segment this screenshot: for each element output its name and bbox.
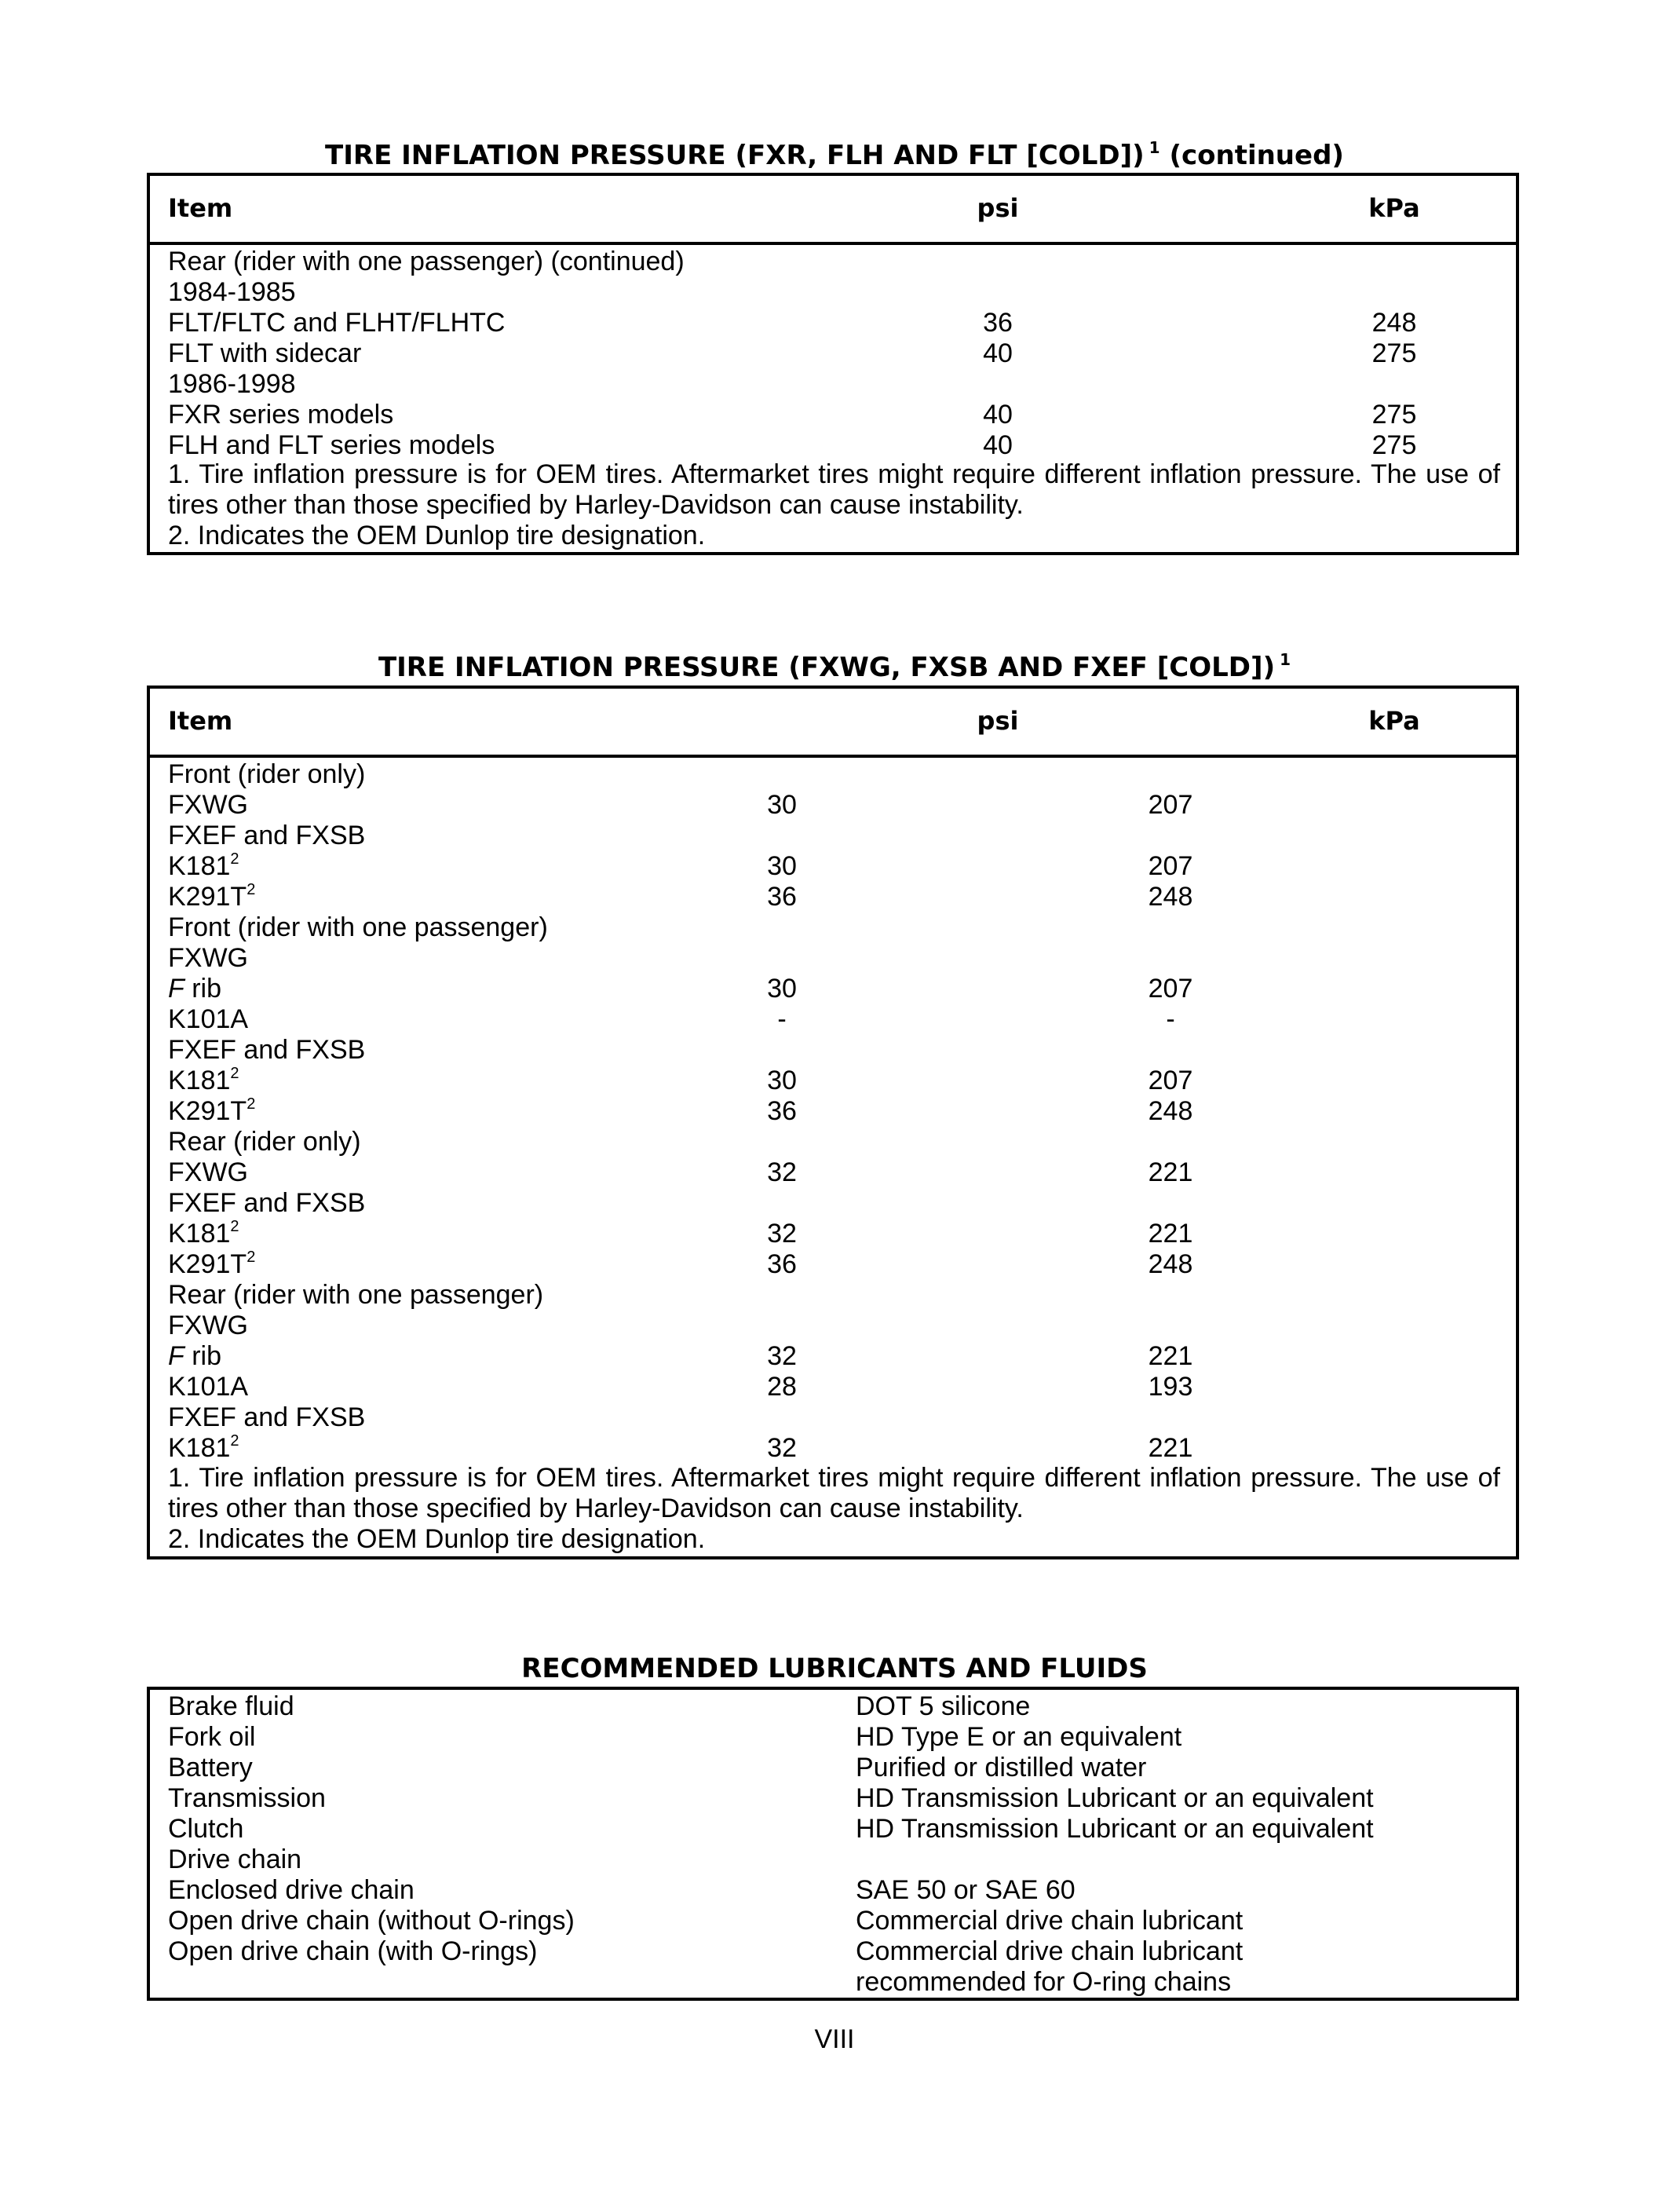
table-header [150, 176, 1516, 245]
table-row [150, 1280, 1516, 1311]
row-item: K101A [168, 1372, 249, 1402]
row-psi: 36 [767, 1096, 797, 1126]
header-kpa: kPa [1368, 193, 1420, 223]
footnote-2: 2. Indicates the OEM Dunlop tire designation. [168, 1524, 706, 1554]
table-row [150, 1372, 1516, 1402]
row-item-superscript: 2 [247, 1249, 256, 1266]
table-row [150, 1127, 1516, 1157]
table-row [150, 790, 1516, 821]
row-item: K101A [168, 1004, 249, 1034]
lubricant-value: DOT 5 silicone [856, 1691, 1031, 1721]
row-item: Front (rider with one passenger) [168, 912, 548, 942]
table-row [150, 1157, 1516, 1188]
row-psi: 30 [767, 974, 797, 1004]
row-item: $K181^2$ [168, 1065, 239, 1095]
section2-title: TIRE INFLATION PRESSURE (FXWG, FXSB AND FXEF [COLD]) $^1$ [378, 650, 1291, 683]
row-psi: 36 [983, 308, 1013, 338]
row-item-superscript: 2 [247, 1095, 256, 1113]
row-item: Rear (rider only) [168, 1127, 361, 1157]
row-item: $K291T^2$ [168, 1249, 256, 1279]
lubricant-value: Commercial drive chain lubricant [856, 1936, 1244, 1966]
lubricant-row [150, 1845, 1516, 1875]
row-item: FXWG [168, 943, 248, 973]
section3-title: RECOMMENDED LUBRICANTS AND FLUIDS [521, 1653, 1148, 1684]
table-row [150, 974, 1516, 1004]
row-psi: 36 [767, 882, 797, 912]
row-psi: 32 [767, 1219, 797, 1249]
lubricant-item: Transmission [168, 1783, 326, 1813]
table-row [150, 1341, 1516, 1372]
table-row [150, 1249, 1516, 1280]
lubricant-row [150, 1967, 1516, 1998]
row-item: FXWG [168, 1157, 248, 1187]
lubricant-row [150, 1722, 1516, 1753]
row-psi: 32 [767, 1157, 797, 1187]
row-item: F rib [168, 974, 222, 1004]
table-row [150, 851, 1516, 882]
section2-table [147, 686, 1519, 1559]
row-item: $K291T^2$ [168, 881, 256, 912]
row-item: FXEF and FXSB [168, 1188, 366, 1218]
table-row [150, 1433, 1516, 1464]
row-item: FXWG [168, 790, 248, 820]
row-kpa: 207 [1148, 851, 1193, 881]
header-item: Item [168, 706, 233, 736]
row-item: $K181^2$ [168, 1432, 239, 1463]
row-item-superscript: 2 [230, 850, 239, 868]
row-item: FLT with sidecar [168, 338, 362, 368]
table-row [150, 882, 1516, 912]
lubricant-item: Drive chain [168, 1845, 302, 1874]
row-psi: 30 [767, 851, 797, 881]
table-row [150, 369, 1516, 400]
lubricant-item: Open drive chain (without O-rings) [168, 1906, 575, 1936]
lubricant-row [150, 1814, 1516, 1845]
row-kpa: 207 [1148, 1066, 1193, 1095]
row-item: FXEF and FXSB [168, 821, 366, 850]
table-header [150, 689, 1516, 758]
lubricant-row [150, 1783, 1516, 1814]
table-row [150, 400, 1516, 430]
footnote-1: 1. Tire inflation pressure is for OEM tires. Aftermarket tires might require different inflation pressure. The use of tires other than those specified by Harley-Davidson can cause instability. [168, 1463, 1500, 1523]
lubricant-item: Battery [168, 1753, 253, 1782]
row-kpa: 221 [1148, 1157, 1193, 1187]
lubricant-row [150, 1875, 1516, 1906]
table-row [150, 338, 1516, 369]
page-number: VIII [814, 2024, 855, 2054]
row-item-italic: F [168, 1341, 184, 1371]
row-item: FXR series models [168, 400, 394, 430]
row-psi: 40 [983, 338, 1013, 368]
table-row [150, 821, 1516, 851]
header-psi: psi [977, 706, 1019, 736]
table-row [150, 1035, 1516, 1066]
lubricant-item: Clutch [168, 1814, 244, 1844]
section1-table [147, 173, 1519, 555]
table-row [150, 1066, 1516, 1096]
lubricant-value: HD Transmission Lubricant or an equivalent [856, 1814, 1374, 1844]
table-row [150, 1096, 1516, 1127]
table-row [150, 1219, 1516, 1249]
row-kpa: 207 [1148, 974, 1193, 1004]
row-item: $K291T^2$ [168, 1095, 256, 1126]
row-item-superscript: 2 [230, 1432, 239, 1450]
row-item: FXEF and FXSB [168, 1402, 366, 1432]
lubricant-item: Open drive chain (with O-rings) [168, 1936, 538, 1966]
row-item-superscript: 2 [230, 1218, 239, 1235]
header-kpa: kPa [1368, 706, 1420, 736]
row-kpa: 221 [1148, 1433, 1193, 1463]
table-row [150, 1004, 1516, 1035]
row-item: Rear (rider with one passenger) [168, 1280, 544, 1310]
row-kpa: 193 [1148, 1372, 1193, 1402]
row-item-superscript: 2 [247, 881, 256, 898]
table-row [150, 1311, 1516, 1341]
lubricant-item: Enclosed drive chain [168, 1875, 415, 1905]
row-kpa: 248 [1371, 308, 1417, 338]
lubricant-value: Commercial drive chain lubricant [856, 1906, 1244, 1936]
row-psi: 32 [767, 1433, 797, 1463]
lubricant-value: Purified or distilled water [856, 1753, 1147, 1782]
row-item: FLH and FLT series models [168, 430, 495, 460]
lubricant-item: Fork oil [168, 1722, 256, 1752]
section3-table [147, 1687, 1519, 2001]
row-item: Rear (rider with one passenger) (continued) [168, 247, 685, 276]
row-kpa: 275 [1371, 400, 1417, 430]
lubricant-row [150, 1691, 1516, 1722]
row-kpa: 221 [1148, 1219, 1193, 1249]
row-item: $K181^2$ [168, 850, 239, 881]
table-row [150, 277, 1516, 308]
row-item: $K181^2$ [168, 1218, 239, 1249]
table-row [150, 247, 1516, 277]
lubricant-row [150, 1936, 1516, 1967]
row-item-italic: F [168, 974, 184, 1004]
row-item: Front (rider only) [168, 759, 366, 789]
row-kpa: - [1166, 1004, 1175, 1034]
lubricant-row [150, 1753, 1516, 1783]
lubricant-value: recommended for O-ring chains [856, 1967, 1232, 1997]
row-kpa: 221 [1148, 1341, 1193, 1371]
row-item: FLT/FLTC and FLHT/FLHTC [168, 308, 506, 338]
row-psi: 28 [767, 1372, 797, 1402]
row-item-superscript: 2 [230, 1065, 239, 1082]
row-kpa: 275 [1371, 338, 1417, 368]
row-psi: - [777, 1004, 787, 1034]
header-psi: psi [977, 193, 1019, 223]
table-row [150, 308, 1516, 338]
lubricant-value: SAE 50 or SAE 60 [856, 1875, 1076, 1905]
row-psi: 30 [767, 790, 797, 820]
lubricant-item: Brake fluid [168, 1691, 294, 1721]
row-psi: 40 [983, 400, 1013, 430]
table-row [150, 943, 1516, 974]
table-row [150, 759, 1516, 790]
row-kpa: 207 [1148, 790, 1193, 820]
section1-title: TIRE INFLATION PRESSURE (FXR, FLH AND FLT [COLD]) $^1$ (continued) [325, 138, 1344, 171]
lubricant-row [150, 1906, 1516, 1936]
row-psi: 36 [767, 1249, 797, 1279]
row-item: 1984-1985 [168, 277, 296, 307]
row-psi: 32 [767, 1341, 797, 1371]
footnote-1: 1. Tire inflation pressure is for OEM tires. Aftermarket tires might require different inflation pressure. The use of tires other than those specified by Harley-Davidson can cause instability. [168, 459, 1500, 520]
lubricant-value: HD Transmission Lubricant or an equivalent [856, 1783, 1374, 1813]
row-kpa: 248 [1148, 1249, 1193, 1279]
lubricant-value: HD Type E or an equivalent [856, 1722, 1182, 1752]
table-row [150, 1402, 1516, 1433]
table-row [150, 430, 1516, 461]
footnote-2: 2. Indicates the OEM Dunlop tire designation. [168, 521, 706, 550]
row-item: FXEF and FXSB [168, 1035, 366, 1065]
row-psi: 40 [983, 430, 1013, 460]
row-psi: 30 [767, 1066, 797, 1095]
row-item: FXWG [168, 1311, 248, 1340]
row-kpa: 275 [1371, 430, 1417, 460]
row-item: 1986-1998 [168, 369, 296, 399]
header-item: Item [168, 193, 233, 223]
row-kpa: 248 [1148, 1096, 1193, 1126]
row-item: F rib [168, 1341, 222, 1371]
row-kpa: 248 [1148, 882, 1193, 912]
table-row [150, 1188, 1516, 1219]
table-row [150, 912, 1516, 943]
